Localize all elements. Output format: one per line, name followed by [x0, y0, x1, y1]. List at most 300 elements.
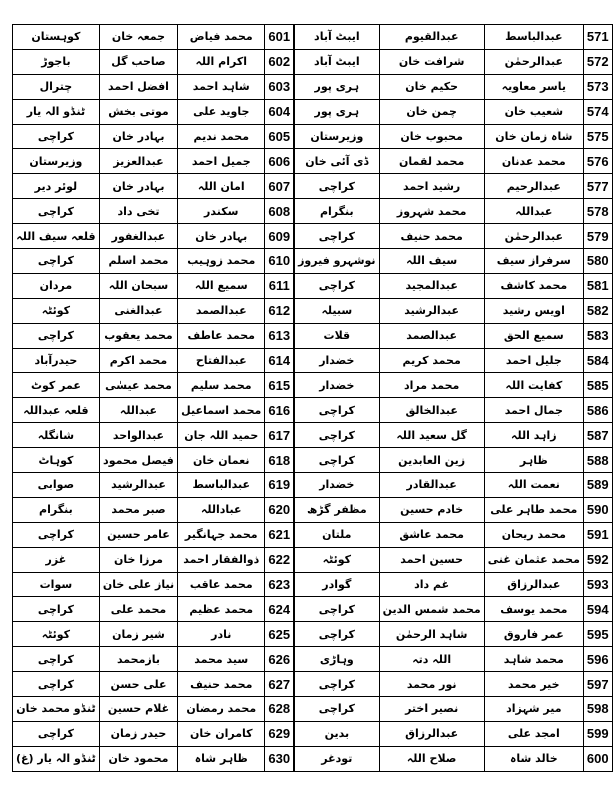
table-row — [295, 298, 613, 323]
father-name-cell: صلاح اللہ — [379, 746, 484, 771]
place-cell: نوشہرو فیروز — [295, 249, 380, 274]
father-name-cell: عبدالقیوم — [379, 25, 484, 50]
place-cell: وزیرستان — [13, 149, 100, 174]
place-cell: قلات — [295, 323, 380, 348]
place-cell: بنگرام — [13, 497, 100, 522]
serial-number-cell: 623 — [265, 572, 294, 597]
father-name-cell: جمعہ خان — [99, 25, 177, 50]
name-cell: زاہد اللہ — [484, 423, 583, 448]
father-name-cell: محمد اکرم — [99, 348, 177, 373]
place-cell: شانگلہ — [13, 423, 100, 448]
name-cell: نادر — [178, 622, 265, 647]
table-row — [295, 547, 613, 572]
place-cell: خضدار — [295, 473, 380, 498]
table-row — [13, 224, 294, 249]
place-cell: کراچی — [295, 597, 380, 622]
father-name-cell: محمد اسلم — [99, 249, 177, 274]
place-cell: کوہاٹ — [13, 448, 100, 473]
name-cell: عبدالفتاح — [178, 348, 265, 373]
serial-number-cell: 583 — [583, 323, 612, 348]
father-name-cell: صاحب گل — [99, 49, 177, 74]
serial-number-cell: 577 — [583, 174, 612, 199]
serial-number-cell: 615 — [265, 373, 294, 398]
name-cell: محمد فیاض — [178, 25, 265, 50]
table-row — [295, 348, 613, 373]
table-row — [13, 298, 294, 323]
table-row — [295, 149, 613, 174]
place-cell: کراچی — [295, 448, 380, 473]
name-cell: ذوالفقار احمد — [178, 547, 265, 572]
table-row — [13, 597, 294, 622]
name-cell: عبدالباسط — [484, 25, 583, 50]
place-cell: خضدار — [295, 348, 380, 373]
place-cell: غزر — [13, 547, 100, 572]
table-row — [13, 572, 294, 597]
name-cell: جلیل احمد — [484, 348, 583, 373]
place-cell: ایبٹ آباد — [295, 49, 380, 74]
name-cell: جاوید علی — [178, 99, 265, 124]
father-name-cell: غم داد — [379, 572, 484, 597]
serial-number-cell: 593 — [583, 572, 612, 597]
name-cell: عبدالرحمٰن — [484, 49, 583, 74]
place-cell: کراچی — [13, 249, 100, 274]
father-name-cell: اللہ دتہ — [379, 647, 484, 672]
place-cell: حیدرآباد — [13, 348, 100, 373]
father-name-cell: شرافت خان — [379, 49, 484, 74]
name-cell: محمد عدنان — [484, 149, 583, 174]
serial-number-cell: 572 — [583, 49, 612, 74]
name-cell: امان اللہ — [178, 174, 265, 199]
serial-number-cell: 602 — [265, 49, 294, 74]
table-row — [13, 49, 294, 74]
father-name-cell: محمود خان — [99, 746, 177, 771]
name-cell: خیر محمد — [484, 672, 583, 697]
name-cell: عبداللہ — [484, 199, 583, 224]
serial-number-cell: 609 — [265, 224, 294, 249]
father-name-cell: موتی بخش — [99, 99, 177, 124]
name-cell: سرفراز سیف — [484, 249, 583, 274]
name-cell: محمد عاطف — [178, 323, 265, 348]
table-row — [295, 249, 613, 274]
table-row — [295, 647, 613, 672]
serial-number-cell: 622 — [265, 547, 294, 572]
serial-number-cell: 610 — [265, 249, 294, 274]
father-name-cell: فیصل محمود — [99, 448, 177, 473]
name-cell: عبدالرحمٰن — [484, 224, 583, 249]
place-cell: ٹنڈو الہ یار — [13, 99, 100, 124]
place-cell: کراچی — [295, 224, 380, 249]
father-name-cell: حیدر زمان — [99, 721, 177, 746]
table-row — [13, 746, 294, 771]
name-cell: محمد کاشف — [484, 273, 583, 298]
serial-number-cell: 591 — [583, 522, 612, 547]
serial-number-cell: 585 — [583, 373, 612, 398]
place-cell: بنگرام — [295, 199, 380, 224]
table-row — [13, 199, 294, 224]
father-name-cell: محبوب خان — [379, 124, 484, 149]
father-name-cell: غلام حسین — [99, 697, 177, 722]
serial-number-cell: 630 — [265, 746, 294, 771]
name-cell: محمد رمضان — [178, 697, 265, 722]
table-row — [295, 199, 613, 224]
table-row — [13, 647, 294, 672]
serial-number-cell: 603 — [265, 74, 294, 99]
serial-number-cell: 573 — [583, 74, 612, 99]
name-cell: محمد ندیم — [178, 124, 265, 149]
father-name-cell: سبحان اللہ — [99, 273, 177, 298]
name-cell: محمد عظیم — [178, 597, 265, 622]
table-row — [295, 697, 613, 722]
place-cell: مظفر گڑھ — [295, 497, 380, 522]
father-name-cell: افضل احمد — [99, 74, 177, 99]
table-row — [13, 273, 294, 298]
place-cell: خضدار — [295, 373, 380, 398]
table-row — [13, 622, 294, 647]
father-name-cell: محمد مراد — [379, 373, 484, 398]
name-cell: جمیل احمد — [178, 149, 265, 174]
father-name-cell: محمد حنیف — [379, 224, 484, 249]
name-cell: کفایت اللہ — [484, 373, 583, 398]
place-cell: ہری پور — [295, 99, 380, 124]
table-row — [295, 74, 613, 99]
father-name-cell: محمد شمس الدین — [379, 597, 484, 622]
serial-number-cell: 619 — [265, 473, 294, 498]
table-row — [295, 373, 613, 398]
place-cell: کراچی — [13, 199, 100, 224]
name-cell: نعمان خان — [178, 448, 265, 473]
serial-number-cell: 628 — [265, 697, 294, 722]
place-cell: کراچی — [13, 323, 100, 348]
father-name-cell: زین العابدین — [379, 448, 484, 473]
table-row — [13, 721, 294, 746]
table-row — [295, 273, 613, 298]
father-name-cell: خادم حسین — [379, 497, 484, 522]
father-name-cell: عبدالواحد — [99, 423, 177, 448]
place-cell: کراچی — [295, 273, 380, 298]
name-cell: ظاہر شاہ — [178, 746, 265, 771]
name-cell: بہادر خان — [178, 224, 265, 249]
table-row — [13, 124, 294, 149]
place-cell: وہاڑی — [295, 647, 380, 672]
serial-number-cell: 584 — [583, 348, 612, 373]
father-name-cell: محمد شہروز — [379, 199, 484, 224]
table-row — [295, 746, 613, 771]
place-cell: بدین — [295, 721, 380, 746]
roster-table-right — [12, 24, 294, 772]
table-row — [13, 448, 294, 473]
place-cell: کراچی — [295, 423, 380, 448]
name-cell: محمد ریحان — [484, 522, 583, 547]
roster-table-left — [294, 24, 613, 772]
father-name-cell: عبدالصمد — [379, 323, 484, 348]
place-cell: چترال — [13, 74, 100, 99]
place-cell: وزیرستان — [295, 124, 380, 149]
serial-number-cell: 629 — [265, 721, 294, 746]
place-cell: لوئر دیر — [13, 174, 100, 199]
table-row — [295, 174, 613, 199]
name-cell: محمد اسماعیل — [178, 398, 265, 423]
father-name-cell: عبدالرشید — [379, 298, 484, 323]
name-cell: محمد حنیف — [178, 672, 265, 697]
place-cell: کراچی — [295, 174, 380, 199]
place-cell: قلعہ سیف اللہ — [13, 224, 100, 249]
serial-number-cell: 600 — [583, 746, 612, 771]
serial-number-cell: 605 — [265, 124, 294, 149]
serial-number-cell: 576 — [583, 149, 612, 174]
table-row — [295, 672, 613, 697]
father-name-cell: چمن خان — [379, 99, 484, 124]
place-cell: مردان — [13, 273, 100, 298]
father-name-cell: مرزا خان — [99, 547, 177, 572]
name-cell: محمد شاہد — [484, 647, 583, 672]
serial-number-cell: 586 — [583, 398, 612, 423]
serial-number-cell: 596 — [583, 647, 612, 672]
name-cell: شاہد احمد — [178, 74, 265, 99]
place-cell: کراچی — [13, 597, 100, 622]
father-name-cell: عبدالرشید — [99, 473, 177, 498]
name-cell: عبدالباسط — [178, 473, 265, 498]
table-row — [13, 398, 294, 423]
father-name-cell: سیف اللہ — [379, 249, 484, 274]
table-row — [295, 124, 613, 149]
serial-number-cell: 607 — [265, 174, 294, 199]
table-row — [13, 25, 294, 50]
father-name-cell: نیاز علی خان — [99, 572, 177, 597]
name-cell: عبدالرزاق — [484, 572, 583, 597]
serial-number-cell: 617 — [265, 423, 294, 448]
serial-number-cell: 582 — [583, 298, 612, 323]
father-name-cell: بہادر خان — [99, 174, 177, 199]
father-name-cell: عبدالرزاق — [379, 721, 484, 746]
serial-number-cell: 575 — [583, 124, 612, 149]
name-cell: محمد عاقب — [178, 572, 265, 597]
father-name-cell: بہادر خان — [99, 124, 177, 149]
father-name-cell: عبدالغفور — [99, 224, 177, 249]
place-cell: ہری پور — [295, 74, 380, 99]
name-cell: سید محمد — [178, 647, 265, 672]
name-cell: محمد یوسف — [484, 597, 583, 622]
name-cell: ظاہر — [484, 448, 583, 473]
place-cell: کراچی — [13, 124, 100, 149]
father-name-cell: محمد عاشق — [379, 522, 484, 547]
place-cell: کراچی — [13, 672, 100, 697]
place-cell: تودغر — [295, 746, 380, 771]
father-name-cell: صبر محمد — [99, 497, 177, 522]
name-cell: عمر فاروق — [484, 622, 583, 647]
table-row — [295, 721, 613, 746]
table-row — [13, 373, 294, 398]
name-cell: حمید اللہ جان — [178, 423, 265, 448]
name-cell: محمد سلیم — [178, 373, 265, 398]
table-row — [13, 497, 294, 522]
name-cell: سمیع الحق — [484, 323, 583, 348]
table-row — [13, 149, 294, 174]
serial-number-cell: 578 — [583, 199, 612, 224]
serial-number-cell: 571 — [583, 25, 612, 50]
father-name-cell: محمد عیسٰی — [99, 373, 177, 398]
serial-number-cell: 620 — [265, 497, 294, 522]
serial-number-cell: 614 — [265, 348, 294, 373]
name-cell: عبدالرحیم — [484, 174, 583, 199]
father-name-cell: علی حسن — [99, 672, 177, 697]
father-name-cell: حکیم خان — [379, 74, 484, 99]
place-cell: ڈی آئی خان — [295, 149, 380, 174]
place-cell: کراچی — [295, 398, 380, 423]
serial-number-cell: 580 — [583, 249, 612, 274]
name-cell: امجد علی — [484, 721, 583, 746]
place-cell: کوئٹہ — [13, 622, 100, 647]
name-cell: محمد عثمان غنی — [484, 547, 583, 572]
serial-number-cell: 598 — [583, 697, 612, 722]
serial-number-cell: 587 — [583, 423, 612, 448]
father-name-cell: عبداللہ — [99, 398, 177, 423]
father-name-cell: عبدالغنی — [99, 298, 177, 323]
serial-number-cell: 613 — [265, 323, 294, 348]
table-row — [295, 398, 613, 423]
serial-number-cell: 611 — [265, 273, 294, 298]
father-name-cell: محمد کریم — [379, 348, 484, 373]
serial-number-cell: 579 — [583, 224, 612, 249]
place-cell: سبیلہ — [295, 298, 380, 323]
table-row — [13, 348, 294, 373]
serial-number-cell: 626 — [265, 647, 294, 672]
serial-number-cell: 574 — [583, 99, 612, 124]
table-row — [13, 473, 294, 498]
place-cell: کوئٹہ — [13, 298, 100, 323]
name-cell: اویس رشید — [484, 298, 583, 323]
father-name-cell: شاہد الرحمٰن — [379, 622, 484, 647]
name-cell: یاسر معاویہ — [484, 74, 583, 99]
name-cell: نعمت اللہ — [484, 473, 583, 498]
father-name-cell: گل سعید اللہ — [379, 423, 484, 448]
table-row — [13, 323, 294, 348]
place-cell: سوات — [13, 572, 100, 597]
table-row — [295, 323, 613, 348]
table-row — [13, 249, 294, 274]
father-name-cell: نصیر اختر — [379, 697, 484, 722]
father-name-cell: حسین احمد — [379, 547, 484, 572]
serial-number-cell: 625 — [265, 622, 294, 647]
table-row — [13, 174, 294, 199]
serial-number-cell: 594 — [583, 597, 612, 622]
name-cell: میر شہزاد — [484, 697, 583, 722]
serial-number-cell: 588 — [583, 448, 612, 473]
name-cell: جمال احمد — [484, 398, 583, 423]
name-cell: کامران خان — [178, 721, 265, 746]
place-cell: ملتان — [295, 522, 380, 547]
place-cell: باجوڑ — [13, 49, 100, 74]
table-row — [295, 448, 613, 473]
table-row — [295, 572, 613, 597]
father-name-cell: عامر حسین — [99, 522, 177, 547]
place-cell: ٹنڈو محمد خان — [13, 697, 100, 722]
serial-number-cell: 581 — [583, 273, 612, 298]
father-name-cell: عبدالخالق — [379, 398, 484, 423]
name-cell: سکندر — [178, 199, 265, 224]
father-name-cell: محمد علی — [99, 597, 177, 622]
name-cell: خالد شاہ — [484, 746, 583, 771]
table-row — [13, 522, 294, 547]
roster-sheet — [12, 24, 609, 772]
table-row — [13, 672, 294, 697]
table-row — [295, 423, 613, 448]
name-cell: شاہ زمان خان — [484, 124, 583, 149]
serial-number-cell: 595 — [583, 622, 612, 647]
table-row — [295, 473, 613, 498]
place-cell: قلعہ عبداللہ — [13, 398, 100, 423]
place-cell: صوابی — [13, 473, 100, 498]
place-cell: کوہستان — [13, 25, 100, 50]
place-cell: ٹنڈو الہ یار (غ) — [13, 746, 100, 771]
place-cell: کوئٹہ — [295, 547, 380, 572]
table-row — [295, 597, 613, 622]
father-name-cell: عبدالقادر — [379, 473, 484, 498]
serial-number-cell: 618 — [265, 448, 294, 473]
place-cell: کراچی — [13, 522, 100, 547]
name-cell: اکرام اللہ — [178, 49, 265, 74]
place-cell: کراچی — [295, 622, 380, 647]
father-name-cell: شیر زمان — [99, 622, 177, 647]
father-name-cell: عبدالمجید — [379, 273, 484, 298]
table-row — [295, 497, 613, 522]
serial-number-cell: 604 — [265, 99, 294, 124]
serial-number-cell: 601 — [265, 25, 294, 50]
name-cell: محمد جہانگیر — [178, 522, 265, 547]
place-cell: کراچی — [295, 672, 380, 697]
father-name-cell: عبدالعزیز — [99, 149, 177, 174]
serial-number-cell: 606 — [265, 149, 294, 174]
name-cell: شعیب خان — [484, 99, 583, 124]
table-row — [295, 224, 613, 249]
father-name-cell: محمد یعقوب — [99, 323, 177, 348]
place-cell: ایبٹ آباد — [295, 25, 380, 50]
name-cell: عبدالصمد — [178, 298, 265, 323]
table-row — [13, 547, 294, 572]
table-row — [13, 423, 294, 448]
name-cell: سمیع اللہ — [178, 273, 265, 298]
serial-number-cell: 608 — [265, 199, 294, 224]
name-cell: عباداللہ — [178, 497, 265, 522]
serial-number-cell: 592 — [583, 547, 612, 572]
father-name-cell: نور محمد — [379, 672, 484, 697]
table-row — [13, 697, 294, 722]
serial-number-cell: 589 — [583, 473, 612, 498]
table-row — [295, 522, 613, 547]
father-name-cell: تخی داد — [99, 199, 177, 224]
serial-number-cell: 590 — [583, 497, 612, 522]
serial-number-cell: 624 — [265, 597, 294, 622]
place-cell: عمر کوٹ — [13, 373, 100, 398]
father-name-cell: محمد لقمان — [379, 149, 484, 174]
table-row — [13, 99, 294, 124]
serial-number-cell: 599 — [583, 721, 612, 746]
serial-number-cell: 627 — [265, 672, 294, 697]
table-row — [13, 74, 294, 99]
table-row — [295, 25, 613, 50]
table-row — [295, 622, 613, 647]
place-cell: کراچی — [13, 647, 100, 672]
table-row — [295, 99, 613, 124]
name-cell: محمد زوہیب — [178, 249, 265, 274]
father-name-cell: بازمحمد — [99, 647, 177, 672]
serial-number-cell: 621 — [265, 522, 294, 547]
place-cell: کراچی — [13, 721, 100, 746]
serial-number-cell: 616 — [265, 398, 294, 423]
place-cell: کراچی — [295, 697, 380, 722]
name-cell: محمد طاہر علی — [484, 497, 583, 522]
father-name-cell: رشید احمد — [379, 174, 484, 199]
table-row — [295, 49, 613, 74]
